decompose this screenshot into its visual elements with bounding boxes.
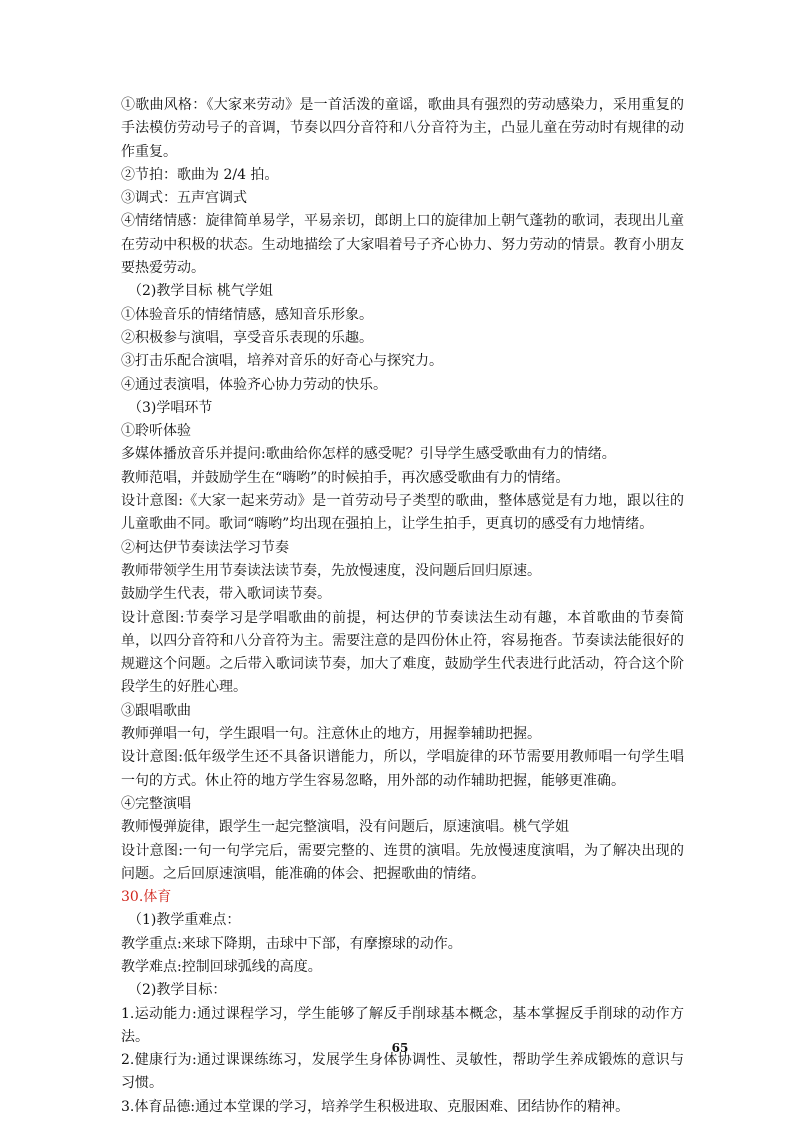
line-31: 2.健康行为:通过课课练练习，发展学生身体协调性、灵敏性，帮助学生养成锻炼的意识与习惯。 [121,1052,684,1092]
line-5: （2)教学目标 桃气学姐 [128,283,273,300]
line-9: ④通过表演唱，体验齐心协力劳动的快乐。 [121,376,387,393]
line-32: 3.体育品德:通过本堂课的学习，培养学生积极进取、克服困难、团结协作的精神。 [121,1098,630,1115]
line-30: 1.运动能力:通过课程学习，学生能够了解反手削球基本概念，基本掌握反手削球的动作方法。 [121,1005,684,1045]
line-26: （1)教学重难点： [128,912,241,929]
line-7: ②积极参与演唱，享受音乐表现的乐趣。 [121,329,373,346]
line-24: 设计意图:一句一句学完后，需要完整的、连贯的演唱。先放慢速度演唱，为了解决出现的问题。之后回原速演唱，能准确的体会、把握歌曲的情绪。 [121,842,684,882]
line-4: ④情绪情感：旋律简单易学，平易亲切，郎朗上口的旋律加上朝气蓬勃的歌词，表现出儿童在劳动中积极的状态。生动地描绘了大家唱着号子齐心协力、努力劳动的情景。教育小朋友要热爱劳动。 [121,213,684,277]
line-28: 教学难点:控制回球弧线的高度。 [121,958,322,975]
line-20: 教师弹唱一句，学生跟唱一句。注意休止的地方，用握拳辅助把握。 [121,726,541,743]
line-17: 鼓励学生代表，带入歌词读节奏。 [121,586,331,603]
line-22: ④完整演唱 [121,795,191,812]
line-16: 教师带领学生用节奏读法读节奏，先放慢速度，没问题后回归原速。 [121,562,541,579]
page-number: 65 [391,1041,409,1055]
section-heading: 30.体育 [121,889,172,906]
line-8: ③打击乐配合演唱，培养对音乐的好奇心与探究力。 [121,353,443,370]
line-3: ③调式：五声宫调式 [121,190,247,207]
line-19: ③跟唱歌曲 [121,702,191,719]
line-11: ①聆听体验 [121,423,191,440]
line-6: ①体验音乐的情绪情感，感知音乐形象。 [121,306,373,323]
line-14: 设计意图:《大家一起来劳动》是一首劳动号子类型的歌曲，整体感觉是有力地，跟以往的儿童歌曲不同。歌词“嗨哟”均出现在强拍上，让学生拍手，更真切的感受有力地情绪。 [121,493,684,533]
line-21: 设计意图:低年级学生还不具备识谱能力，所以，学唱旋律的环节需要用教师唱一句学生唱一句的方式。休止符的地方学生容易忽略，用外部的动作辅助把握，能够更准确。 [121,749,684,789]
line-12: 多媒体播放音乐并提问:歌曲给你怎样的感受呢？引导学生感受歌曲有力的情绪。 [121,446,616,463]
line-10: （3)学唱环节 [128,399,213,416]
line-2: ②节拍：歌曲为 2/4 拍。 [121,166,279,183]
line-23: 教师慢弹旋律，跟学生一起完整演唱，没有问题后，原速演唱。桃气学姐 [121,819,569,836]
line-1: ①歌曲风格：《大家来劳动》是一首活泼的童谣，歌曲具有强烈的劳动感染力，采用重复的手法模仿劳动号子的音调，节奏以四分音符和八分音符为主，凸显儿童在劳动时有规律的动作重复。 [121,97,684,160]
line-27: 教学重点:来球下降期，击球中下部，有摩擦球的动作。 [121,935,462,952]
line-18: 设计意图:节奏学习是学唱歌曲的前提，柯达伊的节奏读法生动有趣，本首歌曲的节奏简单，以四分音符和八分音符为主。需要注意的是四份休止符，容易拖沓。节奏读法能很好的规避这个问题。之后带入歌词读节奏，加大了难度，鼓励学生代表进行此活动，符合这个阶段学生的好胜心理。 [121,609,684,696]
line-13: 教师范唱，并鼓励学生在“嗨哟”的时候拍手，再次感受歌曲有力的情绪。 [121,469,570,486]
line-15: ②柯达伊节奏读法学习节奏 [121,539,289,556]
line-29: （2)教学目标： [128,982,227,999]
